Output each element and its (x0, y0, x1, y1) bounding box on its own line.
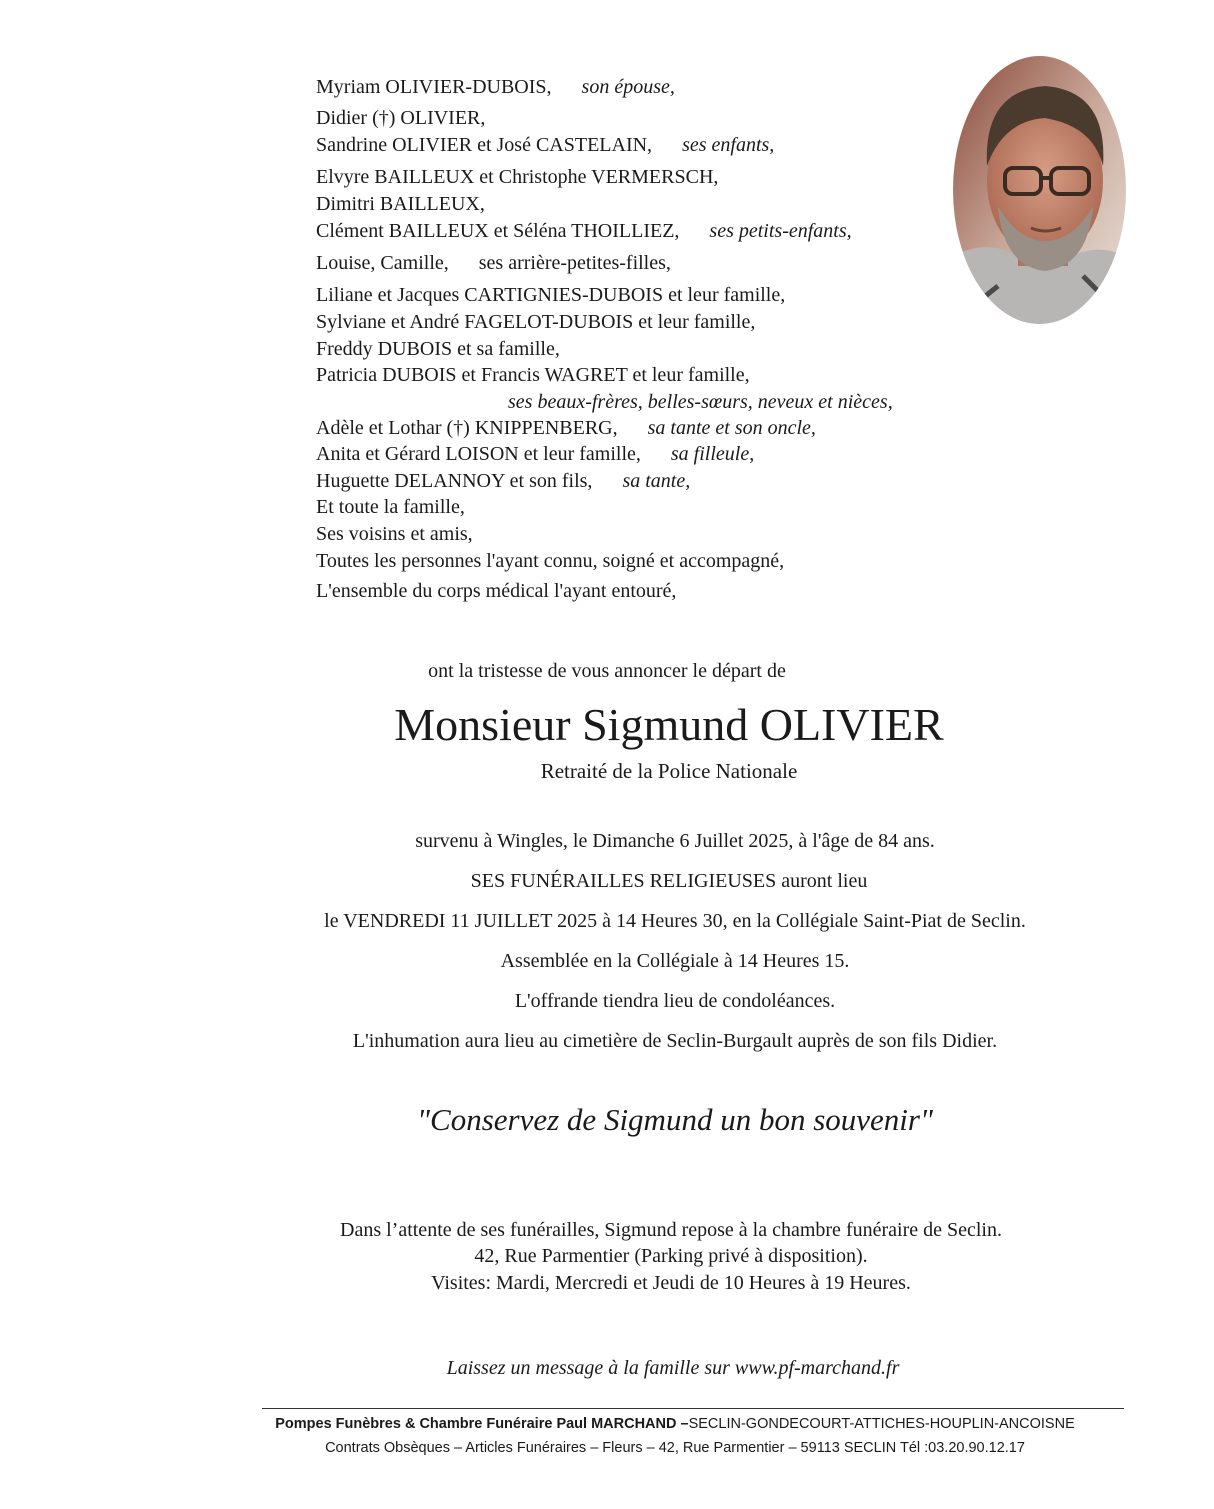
family-line: Patricia DUBOIS et Francis WAGRET et leur famille, (316, 364, 750, 386)
family-line: Didier (†) OLIVIER, (316, 107, 486, 129)
message-invite: Laissez un message à la famille sur www.pf-marchand.fr (446, 1357, 900, 1379)
visit-line: Visites: Mardi, Mercredi et Jeudi de 10 Heures à 19 Heures. (431, 1272, 911, 1294)
memorial-quote: "Conservez de Sigmund un bon souvenir" (417, 1102, 933, 1137)
detail-line: L'offrande tiendra lieu de condoléances. (514, 990, 836, 1012)
footer-divider (262, 1408, 1124, 1409)
deceased-title: Retraité de la Police Nationale (540, 759, 798, 783)
family-line: Anita et Gérard LOISON et leur famille, sa filleule, (316, 443, 755, 465)
family-line: Sylviane et André FAGELOT-DUBOIS et leur famille, (316, 311, 756, 333)
footer-company: Pompes Funèbres & Chambre Funéraire Paul MARCHAND –SECLIN-GONDECOURT-ATTICHES-HOUPLIN-ANCOISNE (275, 1416, 1075, 1432)
family-line: Dimitri BAILLEUX, (316, 193, 485, 215)
detail-line: L'inhumation aura lieu au cimetière de Seclin-Burgault auprès de son fils Didier. (352, 1030, 998, 1052)
family-line: Et toute la famille, (316, 496, 465, 518)
portrait-photo (953, 56, 1126, 324)
family-line: Elvyre BAILLEUX et Christophe VERMERSCH, (316, 166, 719, 188)
detail-line: survenu à Wingles, le Dimanche 6 Juillet 2025, à l'âge de 84 ans. (415, 830, 935, 852)
family-role-line: ses beaux-frères, belles-sœurs, neveux et nièces, (508, 391, 893, 413)
family-line: Ses voisins et amis, (316, 523, 473, 545)
family-line: Louise, Camille, ses arrière-petites-filles, (316, 252, 671, 274)
visit-line: Dans l’attente de ses funérailles, Sigmund repose à la chambre funéraire de Seclin. (340, 1219, 1002, 1241)
family-line: Adèle et Lothar (†) KNIPPENBERG, sa tante et son oncle, (316, 417, 816, 439)
family-line: Clément BAILLEUX et Séléna THOILLIEZ, ses petits-enfants, (316, 220, 852, 242)
family-line: Huguette DELANNOY et son fils, sa tante, (316, 470, 691, 492)
visit-line: 42, Rue Parmentier (Parking privé à disposition). (474, 1245, 868, 1267)
family-line: Myriam OLIVIER-DUBOIS, son épouse, (316, 76, 675, 98)
detail-line: le VENDREDI 11 JUILLET 2025 à 14 Heures 30, en la Collégiale Saint-Piat de Seclin. (324, 910, 1026, 932)
announcement: ont la tristesse de vous annoncer le départ de (428, 660, 786, 682)
portrait-illustration (953, 56, 1126, 324)
family-line: Freddy DUBOIS et sa famille, (316, 338, 560, 360)
footer-contact: Contrats Obsèques – Articles Funéraires – Fleurs – 42, Rue Parmentier – 59113 SECLIN Tél :03.20.90.12.17 (325, 1440, 1025, 1456)
family-line: Toutes les personnes l'ayant connu, soigné et accompagné, (316, 550, 785, 572)
detail-line: Assemblée en la Collégiale à 14 Heures 15. (500, 950, 850, 972)
family-line: Sandrine OLIVIER et José CASTELAIN, ses enfants, (316, 134, 775, 156)
deceased-name: Monsieur Sigmund OLIVIER (394, 699, 944, 750)
family-line: L'ensemble du corps médical l'ayant entouré, (316, 580, 677, 602)
detail-line: SES FUNÉRAILLES RELIGIEUSES auront lieu (470, 870, 868, 892)
family-line: Liliane et Jacques CARTIGNIES-DUBOIS et leur famille, (316, 284, 786, 306)
